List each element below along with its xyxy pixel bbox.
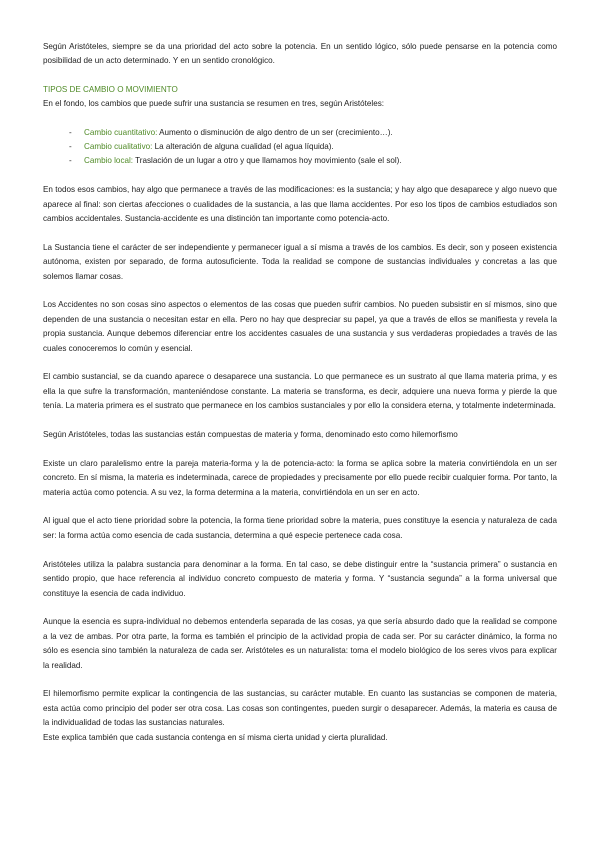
paragraph: Aunque la esencia es supra-individual no debemos entenderla separada de las cosas, ya que sería absurdo dado que la realidad se compone a la vez de ambas. Por otra parte, la forma es también el principio de la actividad propia de cada ser. Por su carácter dinámico, la forma no sólo es esencia sino también la naturaleza de cada ser. Aristóteles es un naturalista: toma el modelo biológico de los seres vivos para explicar la realidad. xyxy=(43,617,557,670)
paragraph: El hilemorfismo permite explicar la contingencia de las sustancias, su carácter mutable. En cuanto las sustancias se componen de materia, esta actúa como principio del poder ser otra cosa. Las cosas son contingentes, pueden surgir o desaparecer. Además, la materia es causa de la individualidad de todas las sustancias naturales. xyxy=(43,689,557,728)
paragraph: Los Accidentes no son cosas sino aspectos o elementos de las cosas que pueden sufrir cambios. No pueden subsistir en sí mismos, sino que dependen de una sustancia o necesitan estar en ella. Pero no hay que despreciar su papel, ya que a través de ellos se manifiesta y revela la propia sustancia. Aunque debemos diferenciar entre los accidentes casuales de una sustancia y sus verdaderas propiedades a través de las cuales conoceremos lo común y esencial. xyxy=(43,300,557,353)
paragraph: Aristóteles utiliza la palabra sustancia para denominar a la forma. En tal caso, se debe distinguir entre la “sustancia primera” o sustancia en sentido propio, que hace referencia al individuo concreto compuesto de materia y forma. Y “sustancia segunda” a la forma universal que constituye la esencia de cada individuo. xyxy=(43,559,557,598)
intro-paragraph: Según Aristóteles, siempre se da una prioridad del acto sobre la potencia. En un sentido lógico, sólo puede pensarse en la potencia como posibilidad de un acto determinado. Y en un sentido cronológico. xyxy=(43,42,557,66)
list-term: Cambio local: xyxy=(84,156,134,166)
list-text: Traslación de un lugar a otro y que llamamos hoy movimiento (sale el sol). xyxy=(133,156,402,166)
list-text: Aumento o disminución de algo dentro de un ser (crecimiento…). xyxy=(157,127,393,137)
list-bullet: - xyxy=(69,127,72,137)
paragraph: El cambio sustancial, se da cuando aparece o desaparece una sustancia. Lo que permanece es un sustrato al que llama materia prima, y es ella la que sufre la transformación, manteniéndose constante. La materia se transforma, es decir, adquiere una nueva forma y pierde la que tenía. La materia primera es el sustrato que permanece en los cambios sustanciales y por ello la considera eterna, y totalmente indeterminada. xyxy=(43,372,557,411)
document-page xyxy=(43,40,557,745)
list-term: Cambio cuantitativo: xyxy=(84,127,158,137)
paragraph: Al igual que el acto tiene prioridad sobre la potencia, la forma tiene prioridad sobre la materia, pues constituye la esencia y naturaleza de cada ser: la forma actúa como esencia de cada sustancia, determina a qué especie pertenece cada cosa. xyxy=(43,516,557,540)
paragraph: Existe un claro paralelismo entre la pareja materia-forma y la de potencia-acto: la forma se aplica sobre la materia convirtiéndola en un ser concreto. En sí misma, la materia es indeterminada, carece de propiedades y precisamente por ello puede recibir cualquier forma. Por tanto, la materia actúa como potencia. A su vez, la forma determina a la materia, convirtiéndola en un ser en acto. xyxy=(43,458,557,497)
list-item xyxy=(69,126,557,140)
paragraph: Según Aristóteles, todas las sustancias están compuestas de materia y forma, denominado esto como hilemorfismo xyxy=(43,430,458,440)
list-item xyxy=(69,140,557,154)
closing-line: Este explica también que cada sustancia contenga en sí misma cierta unidad y cierta pluralidad. xyxy=(43,732,388,742)
change-types-list xyxy=(43,126,557,169)
section-heading: TIPOS DE CAMBIO O MOVIMIENTO xyxy=(43,84,178,94)
list-text: La alteración de alguna cualidad (el agua líquida). xyxy=(152,142,334,152)
section-intro: En el fondo, los cambios que puede sufrir una sustancia se resumen en tres, según Aristóteles: xyxy=(43,99,385,109)
list-item xyxy=(69,154,557,168)
paragraph: En todos esos cambios, hay algo que permanece a través de las modificaciones: es la sustancia; y hay algo que desaparece y algo nuevo que aparece al final: son ciertas afecciones o cualidades de la sustancia, a las que llama accidentes. Por eso los tipos de cambios estudiados son cambios accidentales. Sustancia-accidente es una distinción tan importante como potencia-acto. xyxy=(43,185,557,224)
paragraph: La Sustancia tiene el carácter de ser independiente y permanecer igual a sí misma a través de los cambios. Es decir, son y poseen existencia autónoma, existen por separado, de forma autosuficiente. Toda la realidad se compone de sustancias individuales y concretas a las que solemos llamar cosas. xyxy=(43,242,557,281)
list-bullet: - xyxy=(69,156,72,166)
list-bullet: - xyxy=(69,142,72,152)
list-term: Cambio cualitativo: xyxy=(84,142,153,152)
